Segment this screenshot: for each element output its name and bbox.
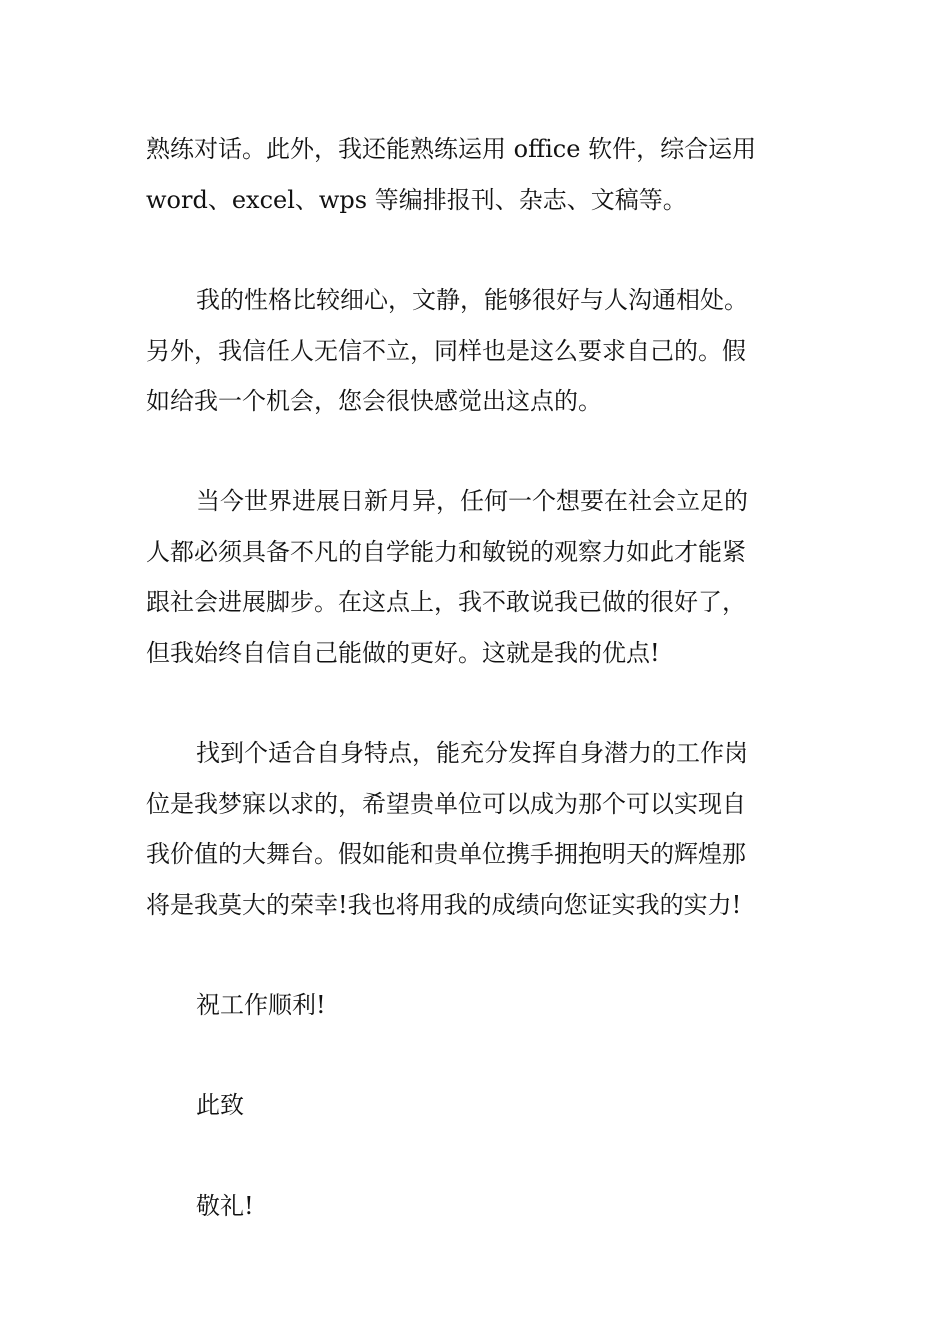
paragraph-line: 位是我梦寐以求的，希望贵单位可以成为那个可以实现自 [146,789,746,818]
closing-greeting [146,1080,808,1131]
closing-wish [146,980,808,1031]
paragraph-aspiration [146,728,808,930]
closing-wish-text: 祝工作顺利! [196,991,326,1019]
closing-greeting-text: 此致 [196,1091,244,1119]
paragraph-skills [146,124,808,225]
paragraph-line: 人都必须具备不凡的自学能力和敏锐的观察力如此才能紧 [146,537,746,566]
closing-salute [146,1181,808,1232]
paragraph-line: 我价值的大舞台。假如能和贵单位携手拥抱明天的辉煌那 [146,840,746,868]
paragraph-line: 但我始终自信自己能做的更好。这就是我的优点! [146,638,660,667]
paragraph-personality [146,275,808,427]
paragraph-line: 如给我一个机会，您会很快感觉出这点的。 [146,387,602,415]
paragraph-line: 另外，我信任人无信不立，同样也是这么要求自己的。假 [146,336,746,365]
paragraph-line: 我的性格比较细心，文静，能够很好与人沟通相处。 [196,286,748,314]
paragraph-line: 熟练对话。此外，我还能熟练运用 office 软件，综合运用 [146,135,757,163]
paragraph-line: 当今世界进展日新月异，任何一个想要在社会立足的 [196,487,748,515]
paragraph-line: 跟社会进展脚步。在这点上，我不敢说我已做的很好了， [146,588,746,616]
paragraph-line: 找到个适合自身特点，能充分发挥自身潜力的工作岗 [196,739,748,767]
closing-salute-text: 敬礼! [196,1192,254,1220]
paragraph-line: word、excel、wps 等编排报刊、杂志、文稿等。 [146,185,687,214]
paragraph-line: 将是我莫大的荣幸!我也将用我的成绩向您证实我的实力! [146,890,742,919]
paragraph-learning [146,476,808,678]
